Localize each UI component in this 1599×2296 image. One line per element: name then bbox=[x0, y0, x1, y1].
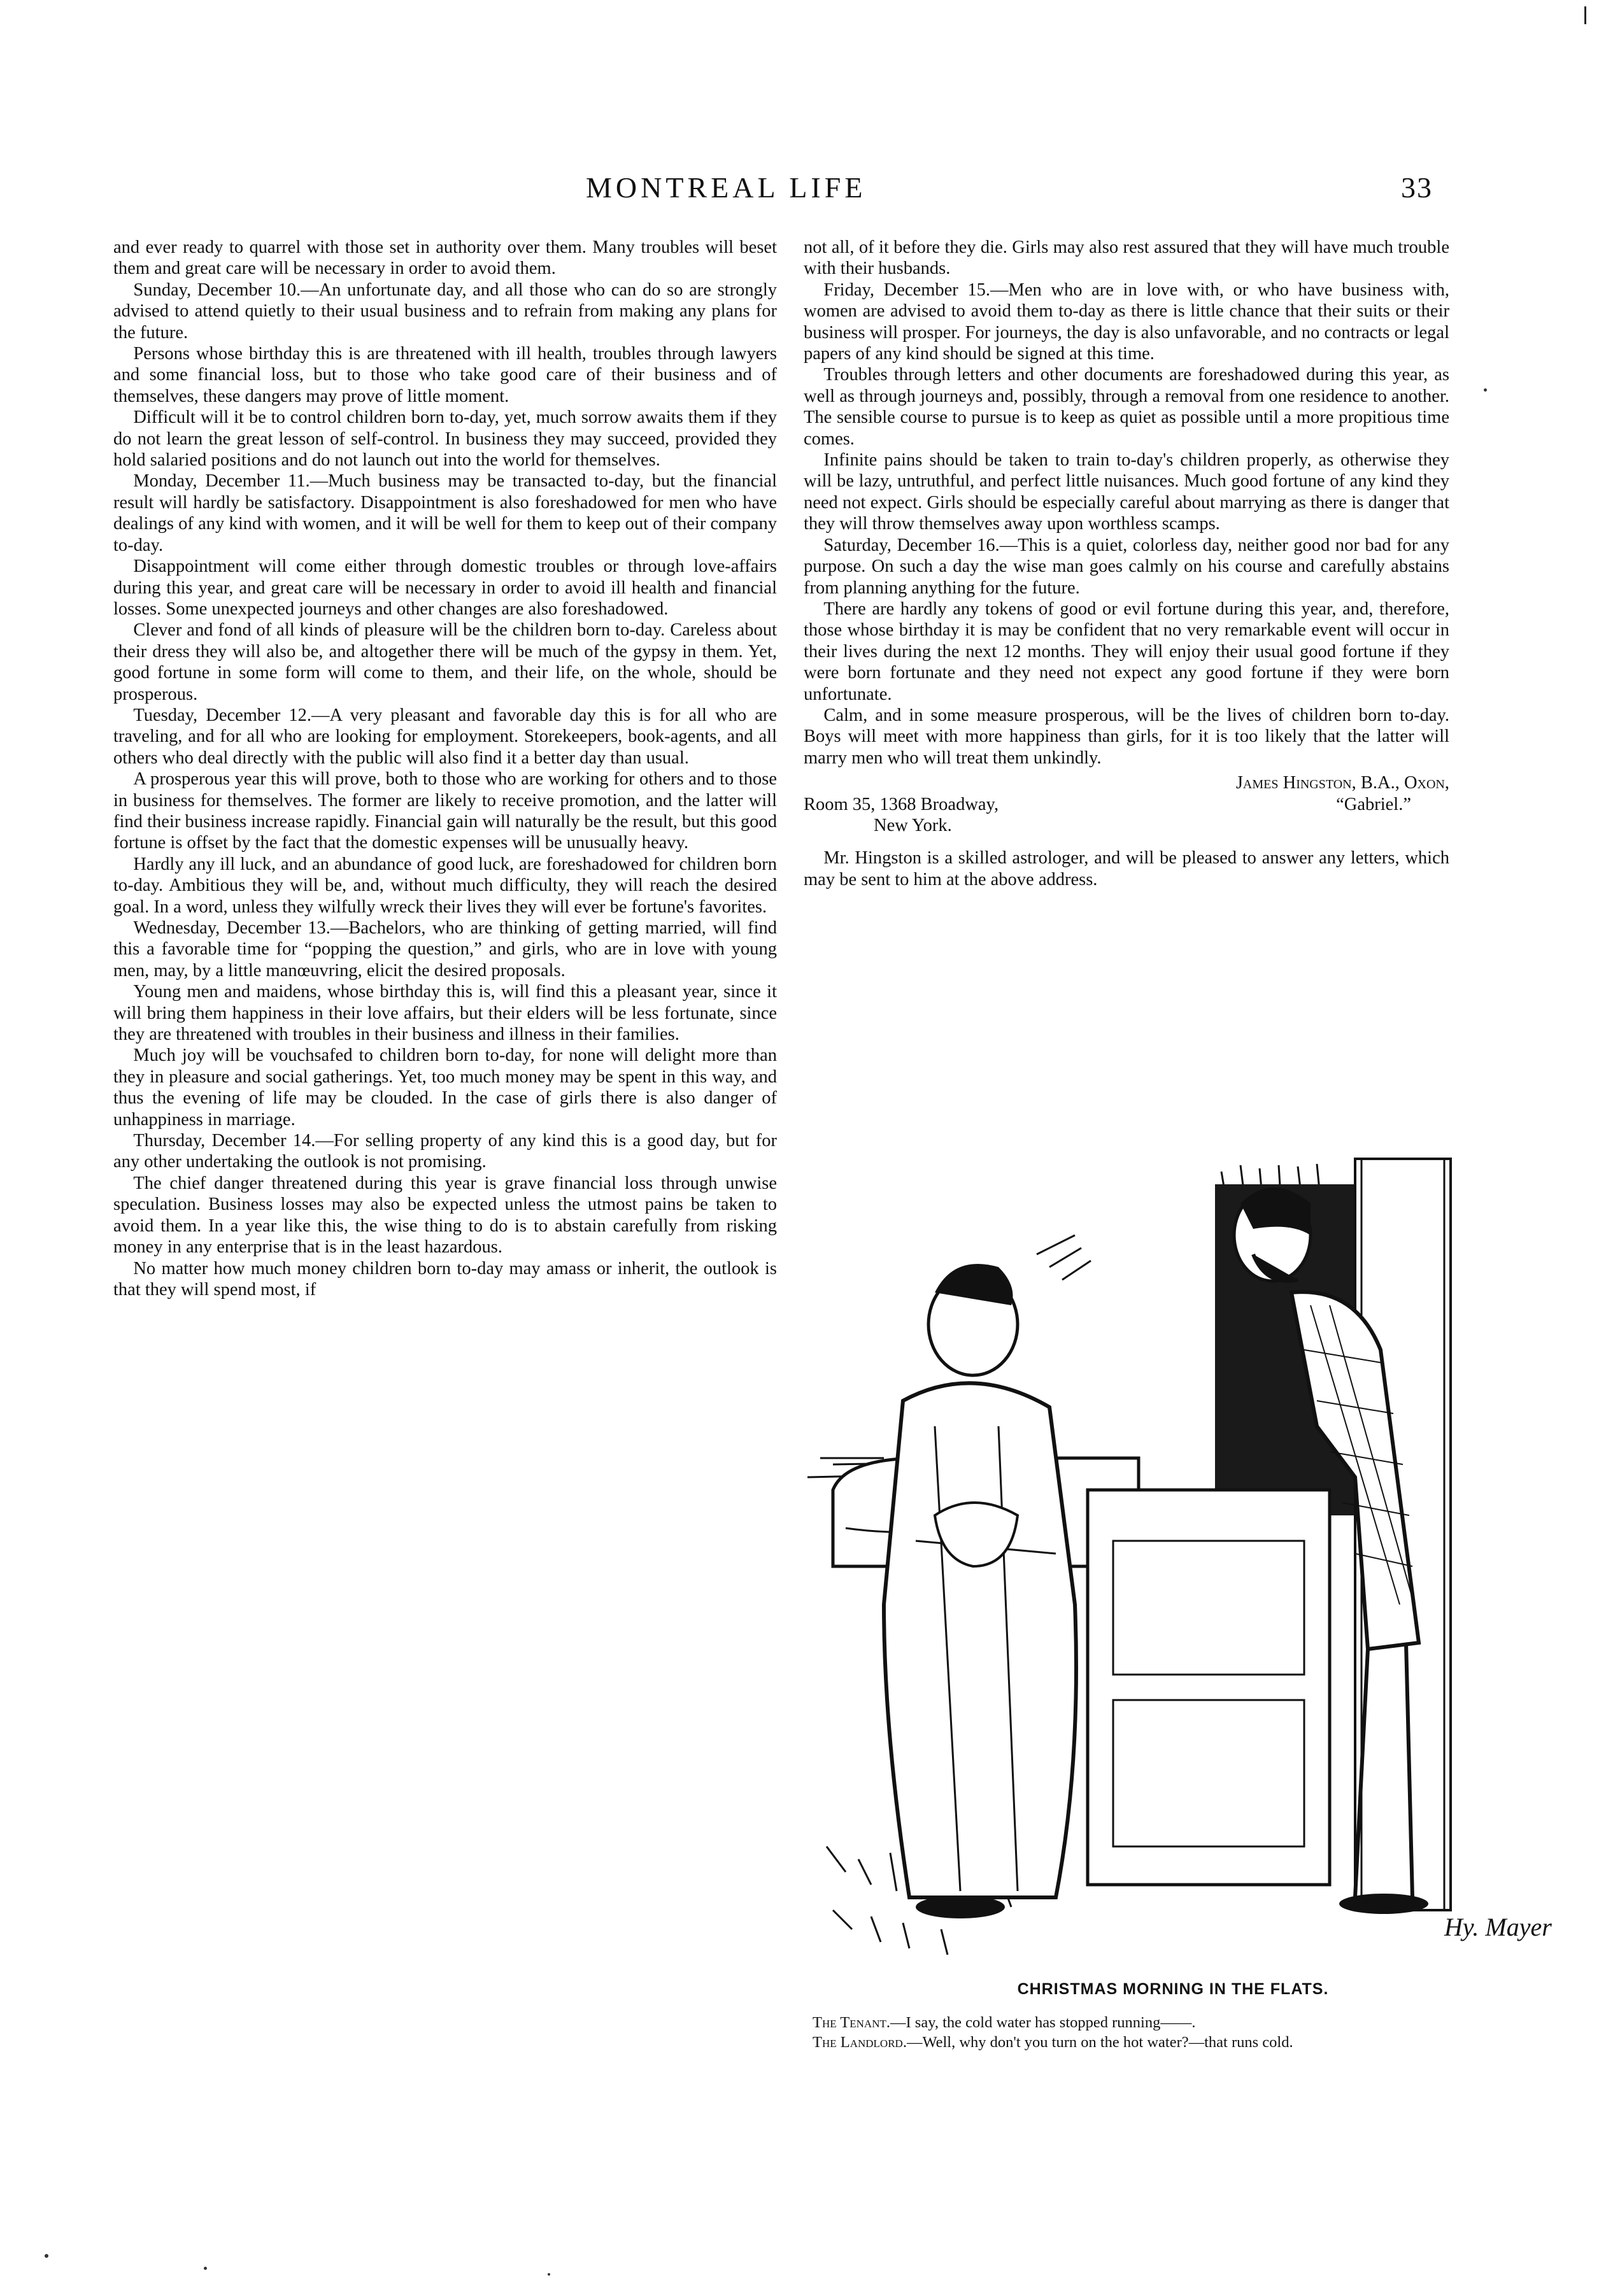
body-paragraph: Hardly any ill luck, and an abundance of good luck, are foreshadowed for children born to-day. Ambitious they will be, and, without much difficulty, they will reach the desired goal. In a word, unless they wilfully wreck their lives they will ever be fortune's favorites. bbox=[113, 854, 777, 917]
print-speck bbox=[45, 2254, 48, 2258]
author-city: New York. bbox=[874, 815, 952, 835]
margin-mark bbox=[1584, 6, 1586, 24]
caption-title: CHRISTMAS MORNING IN THE FLATS. bbox=[1017, 1980, 1329, 1998]
body-paragraph: Saturday, December 16.—This is a quiet, colorless day, neither good nor bad for any purpose. On such a day the wise man goes calmly on his course and carefully abstains from planning anything for the future. bbox=[804, 535, 1449, 598]
body-paragraph: Sunday, December 10.—An unfortunate day, and all those who can do so are strongly advised to attend quietly to their usual business and to refrain from making any plans for the future. bbox=[113, 280, 777, 343]
left-column bbox=[113, 237, 777, 1300]
dialogue-speaker: The Tenant. bbox=[813, 2014, 890, 2031]
body-paragraph: The chief danger threatened during this year is grave financial loss through unwise speculation. Business losses may also be expected unless the utmost pains be taken to avoid them. In a year like this, the wise thing to do is to abstain carefully from risking money in any enterprise that is in the least hazardous. bbox=[113, 1173, 777, 1258]
body-paragraph: Clever and fond of all kinds of pleasure will be the children born to-day. Careless about their dress they will also be, and altogether there will be much of the gypsy in them. Yet, good fortune in some form will come to them, and their life, on the whole, should be prosperous. bbox=[113, 620, 777, 704]
dialogue-text: —I say, the cold water has stopped running——. bbox=[890, 2014, 1196, 2031]
body-paragraph: Much joy will be vouchsafed to children born to-day, for none will delight more than they in pleasure and social gatherings. Yet, too much money may be spent in this way, and thus the evening of life may be clouded. In the case of girls there is also danger of unhappiness in marriage. bbox=[113, 1045, 777, 1130]
body-paragraph: A prosperous year this will prove, both to those who are working for others and to those in business for themselves. The former are likely to receive promotion, and the latter will find their business increase rapidly. Financial gain will naturally be the result, but this good fortune is offset by the fact that the domestic expenses will be unusually heavy. bbox=[113, 769, 777, 853]
body-paragraph: Thursday, December 14.—For selling property of any kind this is a good day, but for any other undertaking the outlook is not promising. bbox=[113, 1131, 777, 1172]
dialogue-text: —Well, why don't you turn on the hot water?—that runs cold. bbox=[906, 2034, 1293, 2051]
print-speck bbox=[548, 2273, 550, 2276]
body-paragraph: Troubles through letters and other documents are foreshadowed during this year, as well as through journeys and, possibly, through a removal from one residence to another. The sensible course to pursue is to keep as quiet as possible until a more propitious time comes. bbox=[804, 365, 1449, 449]
right-column bbox=[804, 237, 1449, 890]
body-paragraph: Difficult will it be to control children born to-day, yet, much sorrow awaits them if they do not learn the great lesson of self-control. In business they may succeed, provided they hold salaried positions and do not launch out into the world for themselves. bbox=[113, 407, 777, 471]
body-paragraph: There are hardly any tokens of good or evil fortune during this year, and, therefore, those whose birthday it is may be confident that no very remarkable event will occur in their lives during the next 12 months. They will enjoy their usual good fortune if they were born fortunate and they need not expect any good fortune if they were born unfortunate. bbox=[804, 599, 1449, 704]
cartoon-illustration bbox=[807, 1159, 1552, 1967]
caption-dialogue bbox=[804, 2013, 1542, 2052]
body-paragraph: No matter how much money children born to-day may amass or inherit, the outlook is that they will spend most, if bbox=[113, 1258, 777, 1300]
body-paragraph: Monday, December 11.—Much business may be transacted to-day, but the financial result will hardly be satisfactory. Disappointment is also foreshadowed for men who have dealings of any kind with women, and it will be well for them to keep out of their company to-day. bbox=[113, 471, 777, 555]
dialogue-line bbox=[813, 2013, 1542, 2032]
tenant-figure bbox=[884, 1264, 1076, 1918]
right-column-paragraphs bbox=[804, 237, 1449, 769]
cabinet bbox=[1088, 1490, 1330, 1885]
print-speck bbox=[204, 2267, 207, 2270]
body-paragraph: not all, of it before they die. Girls may also rest assured that they will have much trouble with their husbands. bbox=[804, 237, 1449, 279]
body-paragraph: Disappointment will come either through domestic troubles or through love-affairs during this year, and great care will be necessary in order to avoid ill health and financial losses. Some unexpected journeys and other changes are also foreshadowed. bbox=[113, 556, 777, 619]
illustration-caption bbox=[804, 1980, 1542, 2052]
body-paragraph: Friday, December 15.—Men who are in love with, or who have business with, women are advised to avoid them to-day as there is little chance that their suits or their business will prosper. For journeys, the day is also unfavorable, and no contracts or legal papers of any kind should be signed at this time. bbox=[804, 280, 1449, 364]
body-paragraph: Young men and maidens, whose birthday this is, will find this a pleasant year, since it will bring them happiness in their love affairs, but their elders will be less fortunate, since they are threatened with troubles in their business and illness in their families. bbox=[113, 982, 777, 1045]
body-paragraph: and ever ready to quarrel with those set in authority over them. Many troubles will beset them and great care will be necessary in order to avoid them. bbox=[113, 237, 777, 279]
page-number: 33 bbox=[1401, 171, 1433, 204]
artist-signature: Hy. Mayer bbox=[1444, 1913, 1552, 1941]
editor-note: Mr. Hingston is a skilled astrologer, and will be pleased to answer any letters, which may be sent to him at the above address. bbox=[804, 848, 1449, 889]
print-speck bbox=[1484, 388, 1487, 392]
body-paragraph: Tuesday, December 12.—A very pleasant and favorable day this is for all who are traveling, and for all who are looking for employment. Storekeepers, book-agents, and all others who deal directly with the public will also find it a better day than usual. bbox=[113, 705, 777, 768]
body-paragraph: Calm, and in some measure prosperous, will be the lives of children born to-day. Boys will meet with more happiness than girls, for it is too likely that the latter will marry men who will treat them unkindly. bbox=[804, 705, 1449, 768]
author-address: Room 35, 1368 Broadway, bbox=[804, 794, 999, 814]
dialogue-line bbox=[813, 2032, 1542, 2052]
dialogue-speaker: The Landlord. bbox=[813, 2034, 907, 2051]
running-head bbox=[586, 171, 1477, 209]
publication-title: MONTREAL LIFE bbox=[586, 171, 867, 204]
body-paragraph: Wednesday, December 13.—Bachelors, who are thinking of getting married, will find this a favorable time for “popping the question,” and girls, who are in love with young men, may, by a little manœuvring, elicit the desired proposals. bbox=[113, 918, 777, 981]
body-paragraph: Infinite pains should be taken to train to-day's children properly, as otherwise they will be lazy, untruthful, and perfect little nuisances. Much good fortune of any kind they need not expect. Girls should be especially careful about marrying as there is danger that they will throw themselves away upon worthless scamps. bbox=[804, 450, 1449, 534]
author-signature bbox=[804, 772, 1449, 836]
author-pseudonym: “Gabriel.” bbox=[1336, 794, 1411, 814]
author-name: James Hingston, B.A., Oxon, bbox=[1235, 773, 1449, 793]
body-paragraph: Persons whose birthday this is are threatened with ill health, troubles through lawyers and some financial loss, but to those who take good care of their business and of themselves, these dangers may prove of little moment. bbox=[113, 344, 777, 406]
